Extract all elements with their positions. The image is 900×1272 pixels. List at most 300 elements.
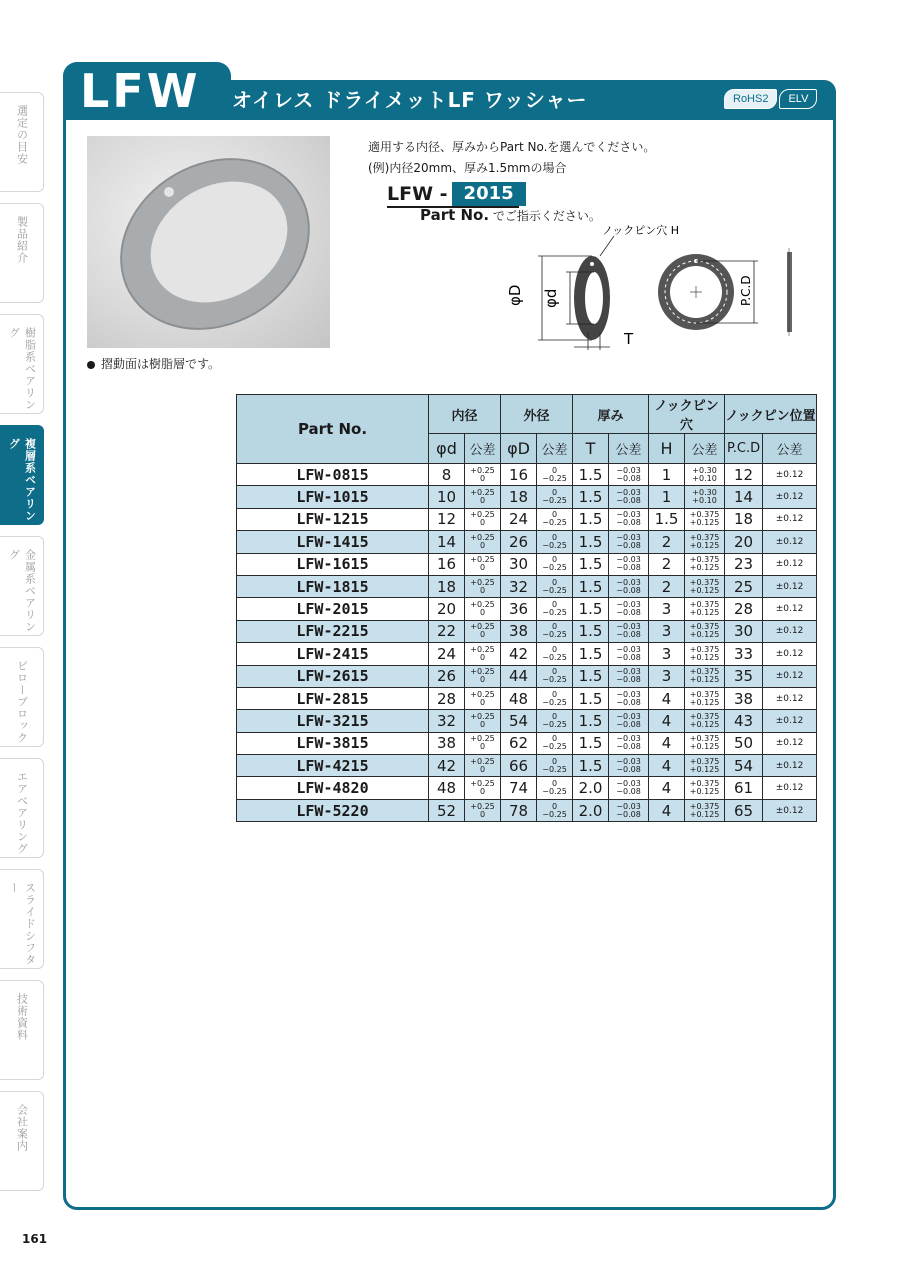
cell-T-tol-line: −0.03 (616, 600, 641, 610)
cell-T-tol-line: −0.08 (616, 787, 641, 797)
cell-D: 30 (501, 553, 537, 575)
cell-d-tol-line: +0.25 (470, 667, 495, 677)
cell-H: 1 (649, 464, 685, 486)
cell-D: 26 (501, 531, 537, 553)
cell-partno: LFW-4215 (237, 755, 429, 777)
cell-pcd-tol: ±0.12 (763, 464, 817, 486)
page-number: 161 (22, 1232, 48, 1246)
cell-T-tol (609, 508, 649, 530)
table-row (237, 508, 817, 530)
cell-D: 66 (501, 755, 537, 777)
cell-H: 4 (649, 755, 685, 777)
cell-T: 1.5 (573, 755, 609, 777)
cell-pcd: 43 (725, 710, 763, 732)
cell-H: 4 (649, 799, 685, 821)
cell-d-tol-line: +0.25 (470, 734, 495, 744)
cell-d-tol (465, 665, 501, 687)
cell-D-tol (537, 777, 573, 799)
cell-pcd-tol: ±0.12 (763, 755, 817, 777)
side-tab-10[interactable] (0, 1091, 44, 1191)
cell-d: 28 (429, 687, 465, 709)
cell-d-tol-line: 0 (479, 764, 486, 774)
cell-d-tol (465, 508, 501, 530)
sub-D-tol: 公差 (537, 434, 573, 464)
cell-D-tol-line: 0 (551, 711, 558, 721)
cell-H-tol-line: +0.375 (689, 756, 720, 766)
cell-T-tol-line: −0.03 (616, 510, 641, 520)
cell-D-tol-line: −0.25 (542, 697, 567, 707)
cell-d-tol-line: 0 (479, 719, 486, 729)
cell-partno: LFW-2215 (237, 620, 429, 642)
cell-D-tol (537, 464, 573, 486)
cell-D-tol-line: −0.25 (542, 585, 567, 595)
cell-D-tol-line: −0.25 (542, 496, 567, 506)
cell-D-tol-line: −0.25 (542, 473, 567, 483)
cell-H-tol-line: +0.125 (689, 652, 720, 662)
table-row (237, 620, 817, 642)
cell-d: 52 (429, 799, 465, 821)
cell-D-tol (537, 553, 573, 575)
cell-d-tol-line: +0.25 (470, 532, 495, 542)
cell-pcd: 30 (725, 620, 763, 642)
cell-d: 16 (429, 553, 465, 575)
cell-T-tol-line: −0.08 (616, 697, 641, 707)
cell-D: 18 (501, 486, 537, 508)
cell-d-tol-line: +0.25 (470, 756, 495, 766)
cell-partno: LFW-1815 (237, 575, 429, 597)
cell-T-tol (609, 643, 649, 665)
cell-T-tol-line: −0.08 (616, 540, 641, 550)
cell-T-tol-line: −0.03 (616, 689, 641, 699)
cell-T-tol-line: −0.08 (616, 518, 641, 528)
cell-d-tol-line: +0.25 (470, 622, 495, 632)
cell-T-tol-line: −0.03 (616, 667, 641, 677)
cell-d: 32 (429, 710, 465, 732)
cell-H: 3 (649, 643, 685, 665)
cell-T: 1.5 (573, 687, 609, 709)
cell-d-tol-line: +0.25 (470, 779, 495, 789)
sub-pcd: P.C.D (725, 434, 763, 464)
cell-D-tol-line: 0 (551, 756, 558, 766)
cell-T-tol-line: −0.03 (616, 488, 641, 498)
cell-H: 2 (649, 531, 685, 553)
cell-D: 78 (501, 799, 537, 821)
side-tab-label: 技術資料 (15, 993, 29, 1041)
sub-H-tol: 公差 (685, 434, 725, 464)
cell-H-tol (685, 643, 725, 665)
cell-D-tol-line: 0 (551, 600, 558, 610)
product-name-title: オイレス ドライメットLF ワッシャー (232, 88, 588, 112)
cell-H-tol-line: +0.125 (689, 563, 720, 573)
cell-H-tol (685, 732, 725, 754)
cell-D-tol-line: −0.25 (542, 540, 567, 550)
cell-pcd-tol: ±0.12 (763, 665, 817, 687)
bullet-icon (87, 361, 95, 369)
cell-H-tol-line: +0.375 (689, 532, 720, 542)
cell-H-tol (685, 598, 725, 620)
cell-D: 36 (501, 598, 537, 620)
cell-H-tol-line: +0.375 (689, 600, 720, 610)
cell-D-tol-line: 0 (551, 779, 558, 789)
cell-T-tol (609, 575, 649, 597)
cell-partno: LFW-1215 (237, 508, 429, 530)
cell-H-tol-line: +0.375 (689, 801, 720, 811)
cell-d-tol (465, 464, 501, 486)
cell-d-tol-line: 0 (479, 496, 486, 506)
cell-d-tol (465, 643, 501, 665)
cell-D-tol (537, 665, 573, 687)
cell-T-tol-line: −0.03 (616, 555, 641, 565)
cell-H: 3 (649, 620, 685, 642)
cell-d-tol-line: +0.25 (470, 644, 495, 654)
cell-T: 2.0 (573, 799, 609, 821)
side-tab-5[interactable] (0, 536, 44, 636)
side-tab-4[interactable] (0, 425, 44, 525)
cell-T-tol (609, 799, 649, 821)
cell-d-tol-line: +0.25 (470, 465, 495, 475)
cell-pcd-tol: ±0.12 (763, 710, 817, 732)
side-tab-label: 選定の目安 (15, 105, 29, 165)
cell-T-tol (609, 732, 649, 754)
cell-d-tol (465, 531, 501, 553)
cell-T: 1.5 (573, 665, 609, 687)
cell-D-tol-line: 0 (551, 555, 558, 565)
cell-T: 1.5 (573, 598, 609, 620)
side-tab-6[interactable] (0, 647, 44, 747)
cell-T-tol-line: −0.03 (616, 711, 641, 721)
cell-H: 4 (649, 732, 685, 754)
cell-d-tol-line: 0 (479, 697, 486, 707)
cell-pcd: 12 (725, 464, 763, 486)
cell-d-tol-line: +0.25 (470, 488, 495, 498)
cell-partno: LFW-1015 (237, 486, 429, 508)
cell-T-tol-line: −0.08 (616, 809, 641, 819)
cell-partno: LFW-5220 (237, 799, 429, 821)
cell-D-tol (537, 575, 573, 597)
cell-H-tol-line: +0.125 (689, 585, 720, 595)
cell-T-tol-line: −0.03 (616, 465, 641, 475)
cell-H-tol (685, 486, 725, 508)
cell-D-tol (537, 508, 573, 530)
col-partno: Part No. (237, 395, 429, 464)
cell-d: 42 (429, 755, 465, 777)
cell-D-tol-line: −0.25 (542, 518, 567, 528)
cell-T: 1.5 (573, 732, 609, 754)
cell-H-tol (685, 799, 725, 821)
cell-H-tol-line: +0.125 (689, 675, 720, 685)
cell-d-tol-line: 0 (479, 742, 486, 752)
product-code-title: LFW (80, 64, 201, 118)
cell-d-tol-line: +0.25 (470, 689, 495, 699)
cell-H-tol (685, 710, 725, 732)
cell-T-tol-line: −0.03 (616, 779, 641, 789)
cell-T-tol-line: −0.03 (616, 756, 641, 766)
cell-D-tol (537, 620, 573, 642)
pcd-label: P.C.D (739, 275, 753, 306)
cell-H-tol-line: +0.375 (689, 711, 720, 721)
cell-D-tol-line: 0 (551, 644, 558, 654)
spec-table-body (237, 464, 817, 822)
cell-H-tol (685, 665, 725, 687)
cell-T-tol (609, 687, 649, 709)
cell-D-tol (537, 687, 573, 709)
cell-H-tol-line: +0.125 (689, 719, 720, 729)
cell-H: 1 (649, 486, 685, 508)
cell-pcd-tol: ±0.12 (763, 486, 817, 508)
table-row (237, 732, 817, 754)
cell-T: 1.5 (573, 553, 609, 575)
cell-d: 18 (429, 575, 465, 597)
side-tab-label: 金属系ベアリング (7, 549, 37, 633)
cell-T-tol-line: −0.08 (616, 630, 641, 640)
cell-D-tol-line: −0.25 (542, 764, 567, 774)
cell-partno: LFW-3215 (237, 710, 429, 732)
cell-d-tol-line: 0 (479, 473, 486, 483)
cell-H-tol-line: +0.30 (692, 465, 717, 475)
cell-H-tol-line: +0.375 (689, 555, 720, 565)
knock-pin-hole-label: ノックピン穴 H (602, 224, 679, 237)
cell-pcd: 65 (725, 799, 763, 821)
cell-D: 74 (501, 777, 537, 799)
cell-H-tol-line: +0.125 (689, 764, 720, 774)
cell-D-tol (537, 710, 573, 732)
cell-D-tol-line: 0 (551, 532, 558, 542)
table-row (237, 486, 817, 508)
cell-D-tol-line: 0 (551, 577, 558, 587)
cell-H: 4 (649, 777, 685, 799)
cell-partno: LFW-3815 (237, 732, 429, 754)
cell-pcd: 18 (725, 508, 763, 530)
cell-D: 48 (501, 687, 537, 709)
cell-H-tol (685, 464, 725, 486)
cell-H: 3 (649, 665, 685, 687)
spec-table (236, 394, 817, 822)
cell-T-tol-line: −0.08 (616, 675, 641, 685)
cell-T: 1.5 (573, 575, 609, 597)
cell-pcd-tol: ±0.12 (763, 777, 817, 799)
table-row (237, 687, 817, 709)
cell-d-tol (465, 575, 501, 597)
cell-T: 1.5 (573, 531, 609, 553)
cell-D-tol-line: −0.25 (542, 787, 567, 797)
cell-D: 44 (501, 665, 537, 687)
cell-H: 2 (649, 575, 685, 597)
cell-T-tol (609, 464, 649, 486)
cell-H-tol-line: +0.375 (689, 622, 720, 632)
cell-D-tol-line: −0.25 (542, 742, 567, 752)
cell-D: 42 (501, 643, 537, 665)
cell-d: 38 (429, 732, 465, 754)
cell-d: 48 (429, 777, 465, 799)
cell-T-tol-line: −0.08 (616, 764, 641, 774)
cell-pcd-tol: ±0.12 (763, 732, 817, 754)
side-tab-9[interactable] (0, 980, 44, 1080)
photo-note-text: 摺動面は樹脂層です。 (101, 357, 221, 371)
cell-partno: LFW-1415 (237, 531, 429, 553)
cell-T-tol-line: −0.08 (616, 719, 641, 729)
cell-partno: LFW-0815 (237, 464, 429, 486)
cell-T-tol-line: −0.08 (616, 563, 641, 573)
cell-d-tol-line: 0 (479, 675, 486, 685)
cell-T-tol-line: −0.08 (616, 496, 641, 506)
cell-d-tol-line: +0.25 (470, 510, 495, 520)
cell-pcd: 28 (725, 598, 763, 620)
cell-H-tol (685, 575, 725, 597)
cell-T-tol-line: −0.03 (616, 801, 641, 811)
cell-d-tol (465, 732, 501, 754)
cell-D-tol (537, 531, 573, 553)
cell-d: 22 (429, 620, 465, 642)
side-tab-label: エアベアリング (15, 771, 29, 855)
cell-d-tol-line: 0 (479, 630, 486, 640)
cell-d-tol-line: +0.25 (470, 577, 495, 587)
washer-drawing (500, 222, 820, 357)
cell-partno: LFW-2615 (237, 665, 429, 687)
cell-D: 32 (501, 575, 537, 597)
cell-pcd: 50 (725, 732, 763, 754)
cell-partno: LFW-4820 (237, 777, 429, 799)
cell-T-tol-line: −0.03 (616, 644, 641, 654)
cell-pcd: 35 (725, 665, 763, 687)
cell-D: 54 (501, 710, 537, 732)
code-value: 2015 (452, 182, 526, 206)
cell-H-tol-line: +0.375 (689, 734, 720, 744)
cell-T-tol (609, 665, 649, 687)
cell-D-tol-line: 0 (551, 734, 558, 744)
product-photo (87, 136, 330, 348)
table-row (237, 643, 817, 665)
cell-partno: LFW-1615 (237, 553, 429, 575)
cell-d-tol (465, 799, 501, 821)
cell-pcd: 38 (725, 687, 763, 709)
cell-d-tol-line: 0 (479, 608, 486, 618)
cell-H: 1.5 (649, 508, 685, 530)
cell-H-tol (685, 508, 725, 530)
side-tab-label: 樹脂系ベアリング (7, 327, 37, 411)
side-tab-label: 製品紹介 (15, 216, 29, 264)
group-knock-pin-position: ノックピン位置 (725, 395, 817, 434)
cell-T-tol-line: −0.08 (616, 585, 641, 595)
cell-H-tol-line: +0.375 (689, 667, 720, 677)
cell-d: 14 (429, 531, 465, 553)
side-tab-label: ピローブロック (15, 660, 29, 744)
cell-d-tol (465, 553, 501, 575)
cell-D-tol (537, 486, 573, 508)
sub-H: H (649, 434, 685, 464)
cell-H-tol-line: +0.125 (689, 809, 720, 819)
selection-instructions (368, 137, 655, 179)
cell-pcd: 33 (725, 643, 763, 665)
cell-d: 26 (429, 665, 465, 687)
cell-H-tol-line: +0.10 (692, 496, 717, 506)
thickness-T-label: T (624, 330, 634, 348)
cell-H-tol-line: +0.375 (689, 644, 720, 654)
cell-T-tol (609, 710, 649, 732)
cell-H-tol-line: +0.375 (689, 779, 720, 789)
cell-H-tol-line: +0.125 (689, 518, 720, 528)
table-row (237, 777, 817, 799)
cell-T: 1.5 (573, 464, 609, 486)
cell-D-tol-line: 0 (551, 801, 558, 811)
side-tab-2[interactable] (0, 203, 44, 303)
cell-d-tol-line: 0 (479, 518, 486, 528)
cell-H-tol-line: +0.125 (689, 608, 720, 618)
cell-partno: LFW-2415 (237, 643, 429, 665)
cell-pcd: 61 (725, 777, 763, 799)
cell-T: 1.5 (573, 486, 609, 508)
cell-D-tol (537, 755, 573, 777)
side-tab-label: 複層系ベアリング (7, 438, 37, 522)
side-tab-label: スライドシフター (7, 882, 37, 966)
cell-d: 8 (429, 464, 465, 486)
sub-T: T (573, 434, 609, 464)
cell-partno: LFW-2815 (237, 687, 429, 709)
cell-T: 1.5 (573, 643, 609, 665)
side-tab-8[interactable] (0, 869, 44, 969)
partno-suffix: でご指示ください。 (489, 209, 601, 223)
cell-D-tol-line: 0 (551, 510, 558, 520)
cell-H-tol-line: +0.30 (692, 488, 717, 498)
elv-badge: ELV (779, 89, 817, 109)
cell-D-tol (537, 598, 573, 620)
side-tab-1[interactable] (0, 92, 44, 192)
cell-T-tol (609, 620, 649, 642)
cell-T-tol-line: −0.08 (616, 742, 641, 752)
cell-d-tol-line: +0.25 (470, 801, 495, 811)
table-row (237, 531, 817, 553)
cell-D: 38 (501, 620, 537, 642)
cell-D-tol-line: 0 (551, 689, 558, 699)
cell-d-tol-line: 0 (479, 787, 486, 797)
table-row (237, 665, 817, 687)
cell-d-tol (465, 687, 501, 709)
cell-D-tol-line: 0 (551, 622, 558, 632)
cell-H-tol-line: +0.375 (689, 510, 720, 520)
cell-pcd: 20 (725, 531, 763, 553)
table-row (237, 464, 817, 486)
cell-pcd-tol: ±0.12 (763, 508, 817, 530)
cell-T-tol (609, 553, 649, 575)
cell-H-tol-line: +0.125 (689, 540, 720, 550)
cell-T-tol-line: −0.08 (616, 652, 641, 662)
diameter-d-label: φd (542, 288, 560, 308)
cell-T-tol (609, 486, 649, 508)
cell-D-tol-line: −0.25 (542, 652, 567, 662)
cell-D-tol-line: −0.25 (542, 563, 567, 573)
cell-d: 12 (429, 508, 465, 530)
cell-D-tol-line: −0.25 (542, 719, 567, 729)
cell-H-tol-line: +0.125 (689, 787, 720, 797)
cell-d-tol (465, 620, 501, 642)
cell-d: 20 (429, 598, 465, 620)
cell-pcd-tol: ±0.12 (763, 553, 817, 575)
cell-pcd-tol: ±0.12 (763, 687, 817, 709)
cell-D-tol-line: −0.25 (542, 608, 567, 618)
cell-H-tol-line: +0.375 (689, 577, 720, 587)
partno-label: Part No. (420, 206, 490, 224)
side-tab-label: 会社案内 (15, 1104, 29, 1152)
cell-D-tol-line: −0.25 (542, 630, 567, 640)
cell-d-tol-line: 0 (479, 585, 486, 595)
table-row (237, 598, 817, 620)
side-tab-3[interactable] (0, 314, 44, 414)
photo-note (87, 355, 220, 372)
cell-d-tol-line: 0 (479, 540, 486, 550)
side-tab-7[interactable] (0, 758, 44, 858)
cell-H-tol (685, 777, 725, 799)
cell-H-tol (685, 755, 725, 777)
cell-d-tol-line: 0 (479, 652, 486, 662)
